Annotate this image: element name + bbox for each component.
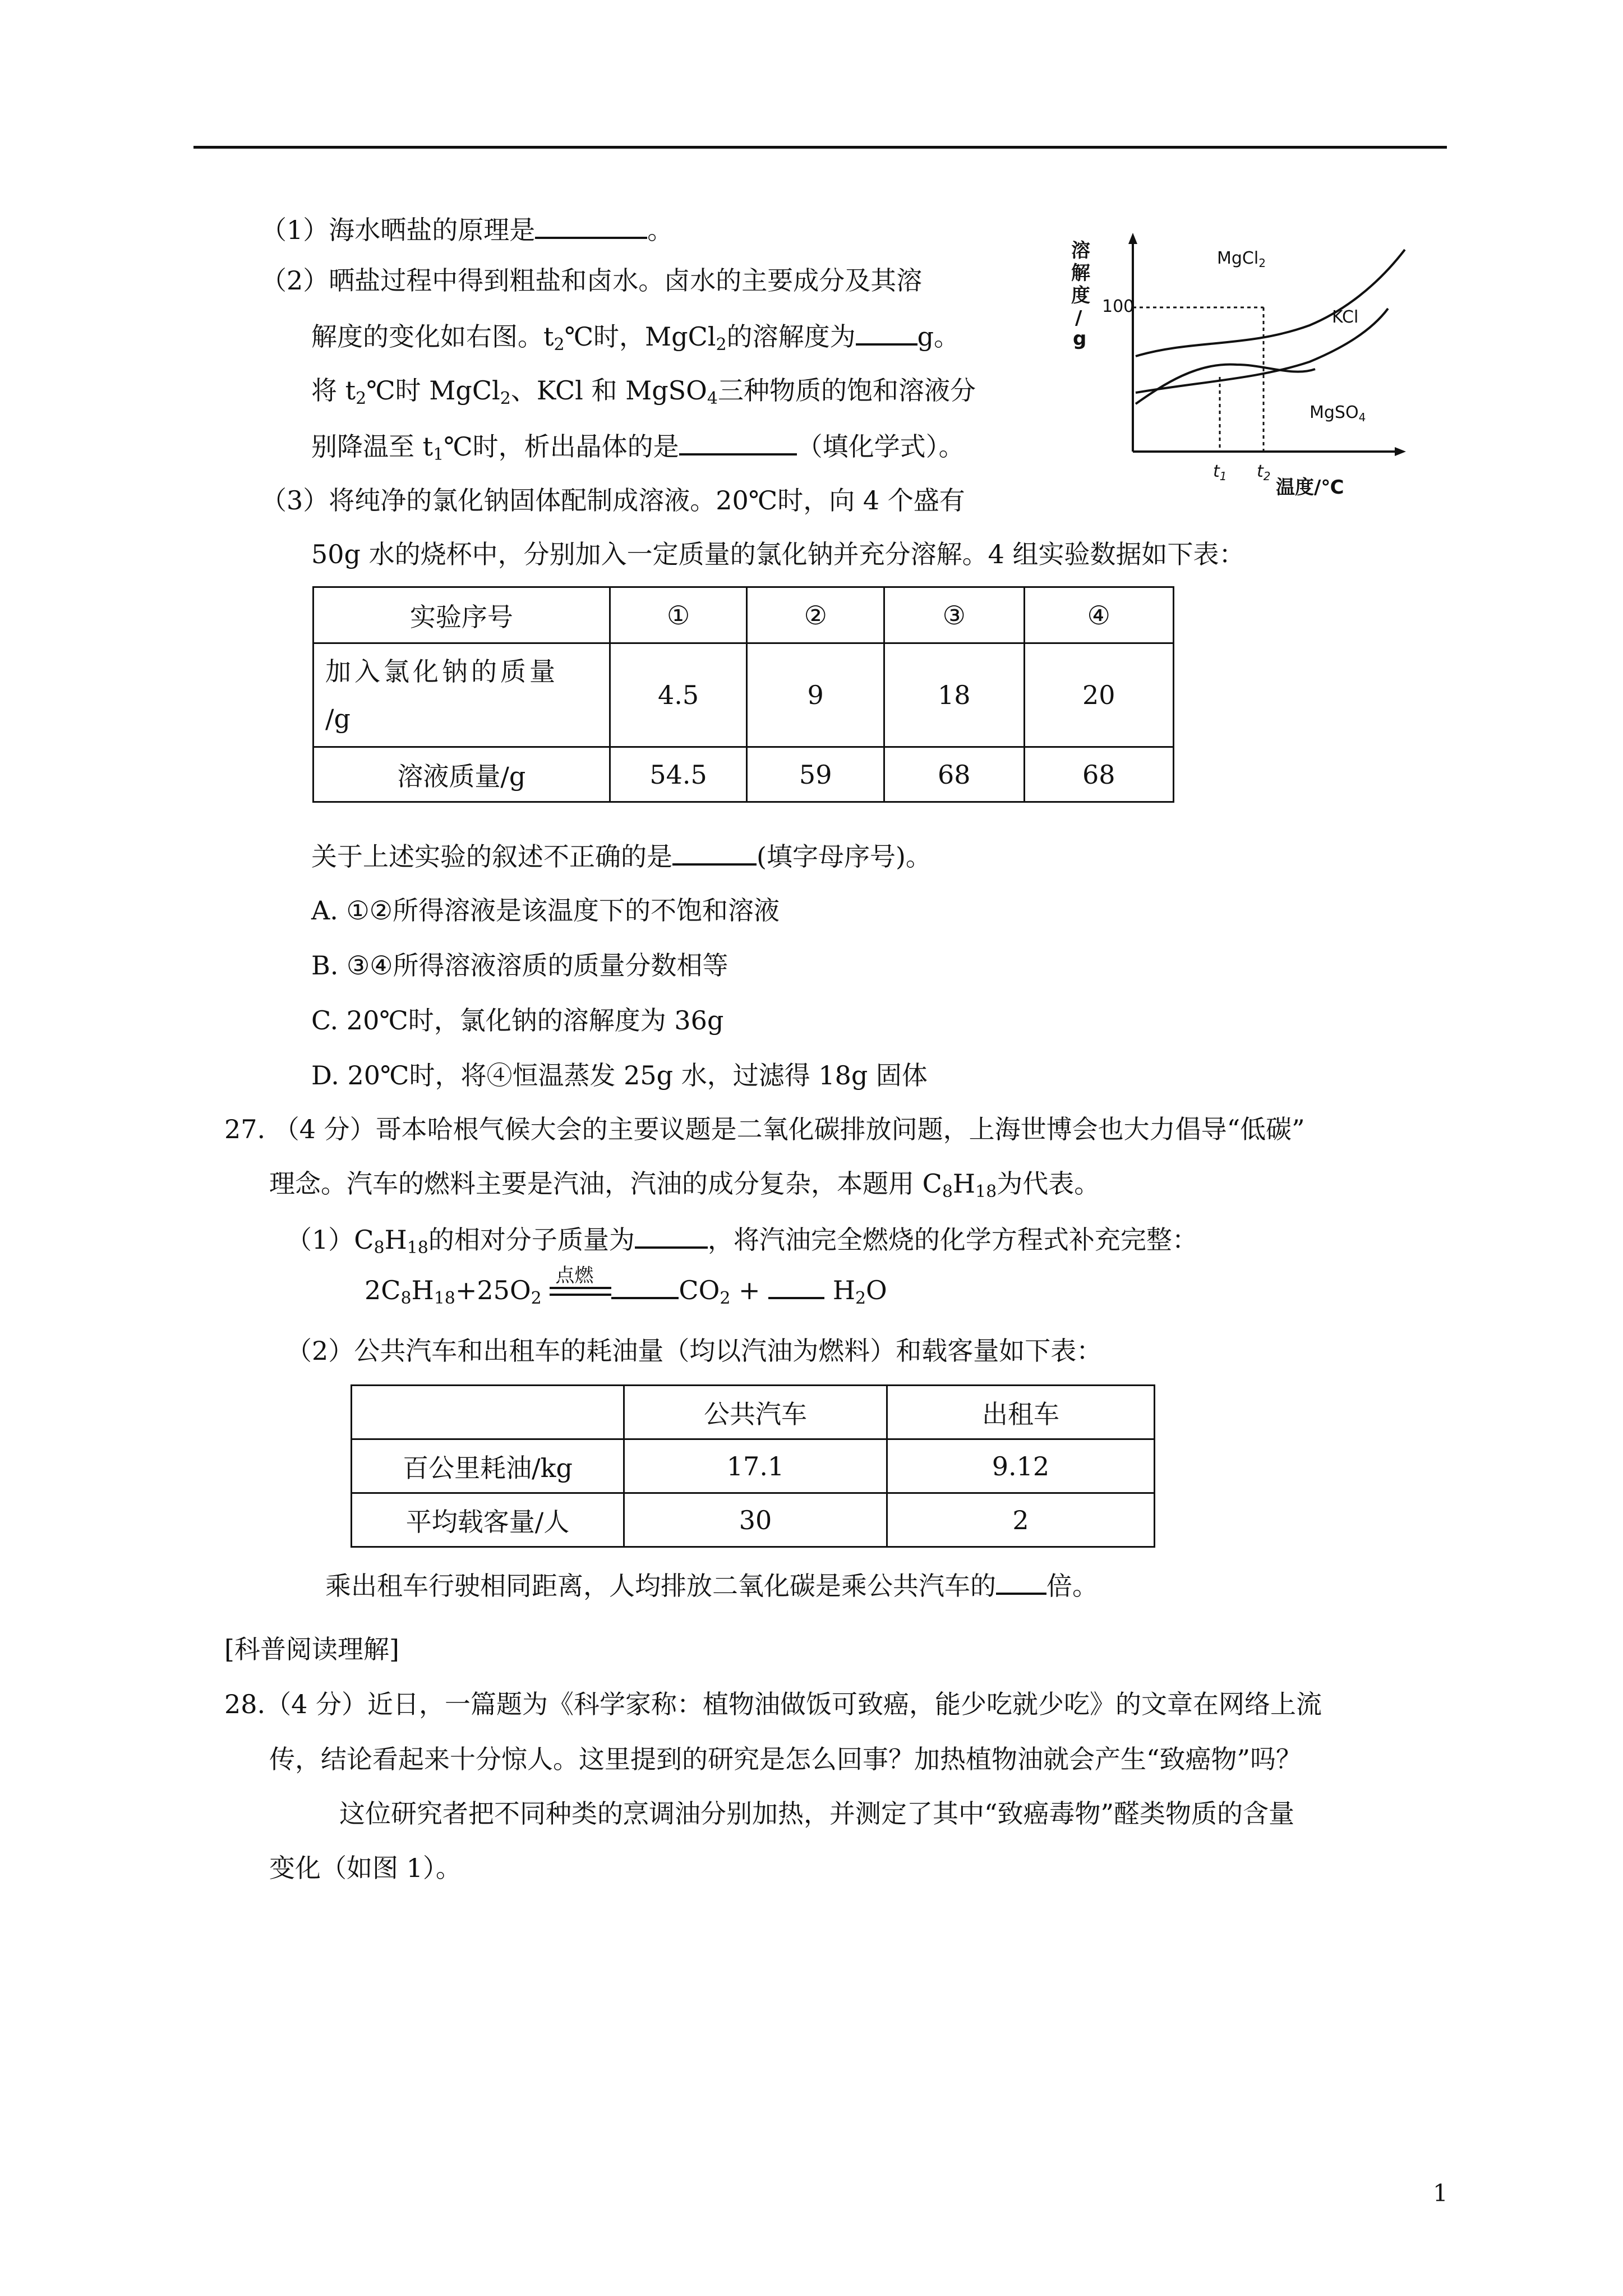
y-label-char: 度 <box>1071 284 1090 307</box>
reaction-arrow: 点燃 <box>550 1281 611 1304</box>
table-row <box>352 1493 1155 1547</box>
option-b[interactable]: B. ③④所得溶液溶质的质量分数相等 <box>311 950 728 981</box>
table-cell: 17.1 <box>624 1439 887 1493</box>
table-cell: 20 <box>1024 643 1174 747</box>
answer-blank[interactable] <box>679 429 797 455</box>
q28-line2: 传，结论看起来十分惊人。这里提到的研究是怎么回事？加热植物油就会产生“致癌物”吗？ <box>269 1744 1302 1774</box>
table-cell: 公共汽车 <box>624 1386 887 1439</box>
table-cell: 溶液质量/g <box>313 747 610 802</box>
table-cell: 68 <box>1024 747 1174 802</box>
answer-blank[interactable] <box>635 1222 708 1249</box>
table-cell: ① <box>610 587 747 643</box>
answer-blank[interactable] <box>856 319 917 346</box>
answer-blank[interactable] <box>611 1272 679 1299</box>
table-cell: 54.5 <box>610 747 747 802</box>
option-a[interactable]: A. ①②所得溶液是该温度下的不饱和溶液 <box>311 895 780 926</box>
answer-blank[interactable] <box>535 212 647 239</box>
q27-question: 乘出租车行驶相同距离，人均排放二氧化碳是乘公共汽车的 倍。 <box>325 1568 1098 1603</box>
table-cell: 出租车 <box>887 1386 1155 1439</box>
mgcl2-curve <box>1136 250 1405 356</box>
x-axis-label: 温度/℃ <box>1276 476 1344 499</box>
q26-part1: （1）海水晒盐的原理是 。 <box>261 212 673 247</box>
table-cell: 平均载客量/人 <box>352 1493 624 1547</box>
q28-line1: 28.（4 分）近日，一篇题为《科学家称：植物油做饭可致癌，能少吃就少吃》的文章在网络上流 <box>224 1689 1322 1719</box>
q28-line4: 变化（如图 1）。 <box>269 1853 462 1883</box>
table-row <box>313 587 1174 643</box>
table-cell: ③ <box>884 587 1024 643</box>
mgso4-label: MgSO$_4$ <box>1310 403 1366 424</box>
fuel-table <box>351 1384 1155 1548</box>
header-rule <box>193 146 1447 149</box>
nacl-data-table <box>312 586 1174 803</box>
answer-blank[interactable] <box>768 1272 824 1299</box>
q27-part2: （2）公共汽车和出租车的耗油量（均以汽油为燃料）和载客量如下表： <box>286 1336 1103 1366</box>
table-cell: ④ <box>1024 587 1174 643</box>
solubility-graph <box>1063 230 1422 499</box>
option-d[interactable]: D. 20℃时，将④恒温蒸发 25g 水，过滤得 18g 固体 <box>311 1060 928 1091</box>
section-heading: [科普阅读理解] <box>224 1634 399 1664</box>
q26-part3-line2: 50g 水的烧杯中，分别加入一定质量的氯化钠并充分溶解。4 组实验数据如下表： <box>311 539 1245 569</box>
answer-blank[interactable] <box>672 839 757 866</box>
q26-part2-line3: 将 $t_2℃$时 MgCl$_2$、KCl 和 MgSO$_4$三种物质的饱和溶液分 <box>311 375 976 408</box>
y-label-char: 溶 <box>1071 240 1090 262</box>
table-cell: 68 <box>884 747 1024 802</box>
y-tick-100: 100 <box>1102 297 1135 316</box>
table-cell: 加入氯化钠的质量 /g <box>313 643 610 747</box>
q27-part1: $(1)C_8H_{18}$的相对分子质量为 ，将汽油完全燃烧的化学方程式补充完整： <box>286 1222 1198 1257</box>
table-row <box>313 643 1174 747</box>
y-axis-arrow <box>1128 233 1137 244</box>
q28-line3: 这位研究者把不同种类的烹调油分别加热，并测定了其中“致癌毒物”醛类物质的含量 <box>339 1798 1295 1829</box>
combustion-equation: $2C_8H_{18}+25O_2$ 点燃 $CO_2 + H_2O$ <box>365 1264 887 1308</box>
mgcl2-label: MgCl$_2$ <box>1217 249 1266 270</box>
q26-part2-line4: 别降温至 $t_1℃$时，析出晶体的是 （填化学式）。 <box>311 429 965 463</box>
option-c[interactable]: C. 20℃时，氯化钠的溶解度为 36g <box>311 1005 724 1036</box>
kcl-label: KCl <box>1332 307 1359 327</box>
table-cell: 实验序号 <box>313 587 610 643</box>
q26-part2-line1: （2）晒盐过程中得到粗盐和卤水。卤水的主要成分及其溶 <box>261 265 923 296</box>
table-row <box>352 1439 1155 1493</box>
t2-label: $t_2$ <box>1257 462 1271 483</box>
q27-line2: 理念。汽车的燃料主要是汽油，汽油的成分复杂，本题用 $C_8H_{18}$为代表。 <box>269 1168 1100 1202</box>
table-cell: 30 <box>624 1493 887 1547</box>
page-number: 1 <box>1433 2179 1448 2207</box>
y-label-char: 解 <box>1071 262 1090 284</box>
q26-part2-line2: 解度的变化如右图。$t_2℃$时，MgCl$_2$的溶解度为 g。 <box>311 319 960 353</box>
y-label-char: / <box>1075 307 1082 329</box>
q27-line1: 27. （4 分）哥本哈根气候大会的主要议题是二氧化碳排放问题，上海世博会也大力倡导“低碳” <box>224 1114 1305 1144</box>
table-cell: ② <box>747 587 884 643</box>
q26-part3-question: 关于上述实验的叙述不正确的是 (填字母序号)。 <box>311 839 932 873</box>
table-cell <box>352 1386 624 1439</box>
table-cell: 2 <box>887 1493 1155 1547</box>
q26-part3-line1: （3）将纯净的氯化钠固体配制成溶液。20℃时，向 4 个盛有 <box>261 485 965 516</box>
table-cell: 9.12 <box>887 1439 1155 1493</box>
x-axis-arrow <box>1395 447 1406 456</box>
table-cell: 百公里耗油/kg <box>352 1439 624 1493</box>
table-row <box>352 1386 1155 1439</box>
table-cell: 9 <box>747 643 884 747</box>
mgso4-curve <box>1136 365 1315 404</box>
table-cell: 4.5 <box>610 643 747 747</box>
t1-label: $t_1$ <box>1213 462 1227 483</box>
table-cell: 59 <box>747 747 884 802</box>
table-row <box>313 747 1174 802</box>
y-label-char: g <box>1073 328 1087 350</box>
answer-blank[interactable] <box>996 1568 1046 1595</box>
table-cell: 18 <box>884 643 1024 747</box>
